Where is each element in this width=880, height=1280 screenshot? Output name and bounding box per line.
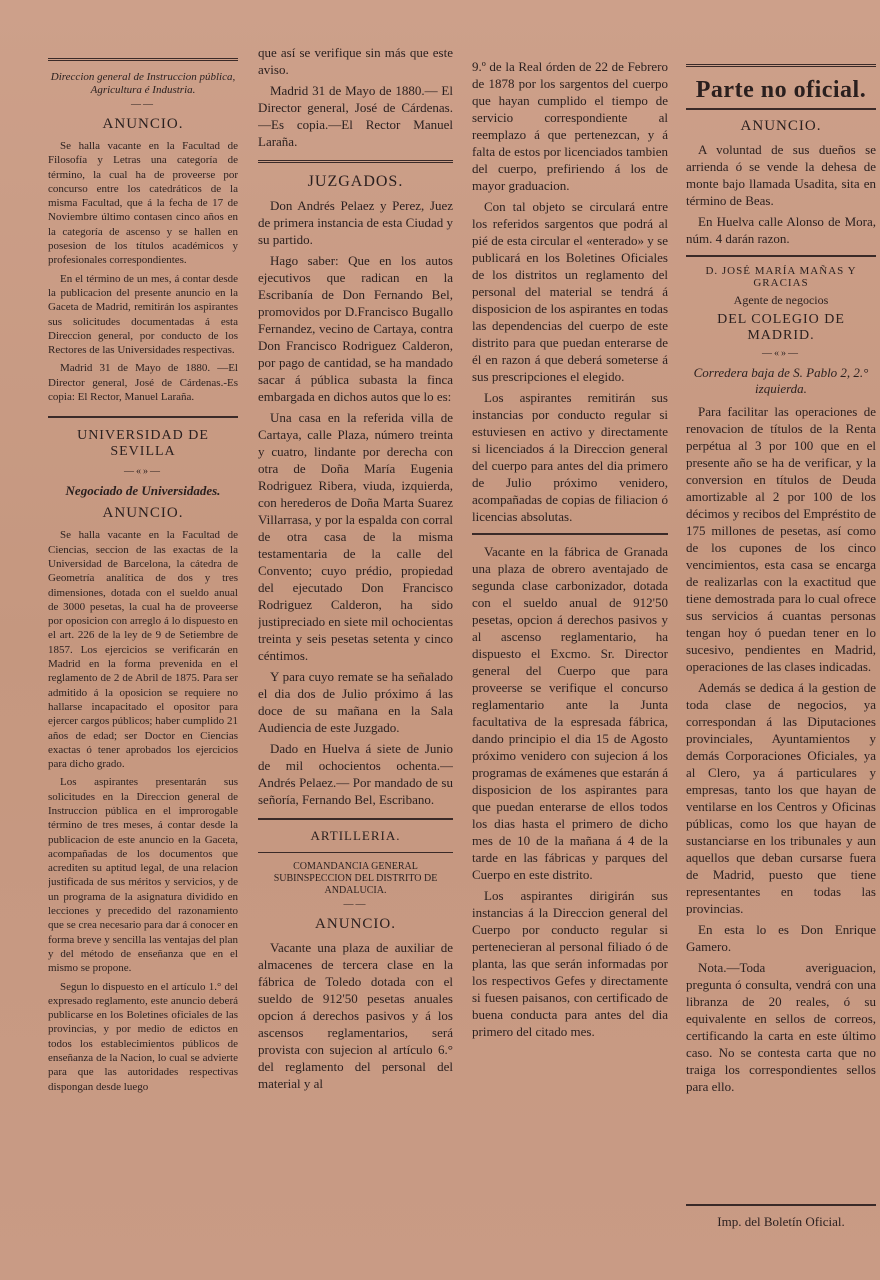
paragraph: Vacante en la fábrica de Granada una plaza de obrero aventajado de segunda clase carbonizador, dotada con el sueldo anual de 912'50 pesetas, opcion á derechos pasivos y al ascenso reglamentario, ha dispuesto el Excmo. Sr. Director general del Cuerpo que para proveerse se verifique el concurso reglamentario ante la Junta facultativa de la espresada fábrica, dando principio el dia 15 de Agosto próximo venidero con sujecion á los programas de exámenes que estarán á disposicion de los aspirantes para que puedan enterarse de ellos todos los dias hasta el primero de dicho mes de 10 de la mañana á 4 de la tarde en las fábricas y parques del Cuerpo en este distrito. — [472, 544, 668, 882]
section-rule — [472, 533, 668, 535]
section-rule — [686, 108, 876, 110]
paragraph: Además se dedica á la gestion de toda clase de negocios, ya correspondan á las Diputaciones provinciales, Ayuntamientos y demás Corporaciones Oficiales, ya al Clero, ya á particulares y empresas, tanto los que hayan de ventilarse en los Centros y Oficinas públicas, como los que hayan de sustanciarse en los tribunales y aun aquellos que deban cursarse fuera de Madrid, puesto que tiene representantes en todas las provincias. — [686, 680, 876, 916]
agent-name: D. JOSÉ MARÍA MAÑAS Y GRACIAS — [705, 265, 857, 289]
agent-address: Corredera baja de S. Pablo 2, 2.° izquierda. — [693, 365, 869, 396]
paragraph: En el término de un mes, á contar desde la publicacion del presente anuncio en la Gaceta de Madrid, remitirán los aspirantes sus solicitudes documentadas á esta Direccion general, por conducto de los Rectores de las Universidades respectivas. — [48, 272, 238, 357]
anuncio-heading: ANUNCIO. — [102, 505, 184, 522]
column-1 — [48, 52, 238, 1280]
top-rule — [686, 64, 876, 67]
agent-role: Agente de negocios — [733, 293, 829, 307]
paragraph: Una casa en la referida villa de Cartaya, calle Plaza, número treinta y cuatro, lindante por derecha con otra de Doña María Eugenia Rodriguez Ribera, viuda, izquierda, con herederos de Doña Marta Suarez Villarrasa, y por la espalda con corral de otra casa de la misma testamentaria de la calle del Convento; cuyo prédio, propiedad del ejecutado Don Francisco Rodriguez Calderon, ha sido justipreciado en siete mil ochocientas treinta y seis pesetas setenta y cinco céntimos. — [258, 410, 453, 663]
signature: Madrid 31 de Mayo de 1880.— El Director general, José de Cárdenas.—Es copia.—El Rector Manuel Laraña. — [258, 83, 453, 149]
paragraph: Nota.—Toda averiguacion, pregunta ó consulta, vendrá con una libranza de 20 reales, ó su equivalente en sellos de correos, certificando la carta en este último caso. No se contesta carta que no traiga los correspondientes sellos para ello. — [686, 960, 876, 1094]
paragraph: Para facilitar las operaciones de renovacion de títulos de la Renta perpétua al 3 por 100 que en el presente año se ha de verificar, y la conversion en títulos de Deuda amortizable al 2 por 100 de los décimos y recibos del Empréstito de 175 millones de pesetas, así como de los cupones de los cinco vencimientos, esta casa se encarga de realizarlas con la exactitud que tiene demostrada para lo cual ofrece sus servicios á cuantas personas tengan hoy ó puedan tener en lo sucesivo, pendientes en Madrid, operaciones de las clases indicadas. — [686, 404, 876, 674]
paragraph: Los aspirantes presentarán sus solicitudes en la Direccion general de Instruccion pública en el improrogable término de tres meses, á contar desde la publicacion de este anuncio en la Gaceta, acompañadas de los documentos que acrediten su aptitud legal, de una relacion justificada de sus méritos y servicios, y de un programa de la asignatura dividido en lecciones y precedido del razonamiento que se crea necesario para dar á conocer en forma breve y sencilla las ventajas del plan y del método de enseñanza que en el mismo se propone. — [48, 776, 238, 975]
negociado-title: Negociado de Universidades. — [65, 483, 221, 499]
anuncio-heading: ANUNCIO. — [315, 916, 396, 932]
paragraph: A voluntad de sus dueños se arrienda ó se vende la dehesa de monte bajo llamada Usadita, sita en término de Beas. — [686, 142, 876, 208]
section-rule — [686, 255, 876, 257]
paragraph: Con tal objeto se circulará entre los referidos sargentos que podrá al pié de esta circular el «enterado» y se publicará en los Boletines Oficiales de los distritos un reglamento del personal del material se tendrá á disposicion de los aspirantes en todas las dependencias del cuerpo de este distrito para que puedan enterarse de él en razon á que deberá someterse á sus prescripciones el elegido. — [472, 199, 668, 384]
imprint-footer — [686, 1200, 876, 1230]
paragraph: Y para cuyo remate se ha señalado el dia dos de Julio próximo á las doce de su mañana en la Sala Audiencia de este Juzgado. — [258, 669, 453, 735]
paragraph: Dado en Huelva á siete de Junio de mil ochocientos ochenta.—Andrés Pelaez.— Por mandado de su señoría, Fernando Bel, Escribano. — [258, 741, 453, 807]
imprint-text: Imp. del Boletín Oficial. — [717, 1214, 845, 1229]
paragraph: Se halla vacante en la Facultad de Filosofía y Letras una categoría de término, la cual ha de proveerse por concurso entre los catedráticos de la misma Facultad, que á la fecha de 17 de Noviembre último contasen cinco años en la categoría de ascenso y se hallen en posesion de los títulos académicos y profesionales correspondientes. — [48, 140, 238, 267]
paragraph: Hago saber: Que en los autos ejecutivos que radican en la Escribanía de Don Fernando Bel, promovidos por D.Francisco Bugallo Fernandez, vecino de Cartaya, contra Don Francisco Rodriguez Calderon, por pago de cantidad, se ha mandado sacar á pública subasta la finca embargada en dichos autos que lo es: — [258, 253, 453, 404]
top-rule — [48, 58, 238, 61]
paragraph: Se halla vacante en la Facultad de Ciencias, seccion de las exactas de la Universidad de Barcelona, la cátedra de Geometría analítica de dos y tres dimensiones, dotada con el sueldo anual de 3000 pesetas, la cual ha de proveerse por oposicion con arreglo á lo dispuesto en el art. 226 de la ley de 9 de Setiembre de 1857. Los ejercicios se verificarán en Madrid en la forma prevenida en el reglamento de 2 de Abril de 1875. Para ser admitido á la oposicion se requiere no hallarse incapacitado el opositor para ejercer cargos públicos; haber cumplido 21 años de edad; ser Doctor en Ciencias exactas ó tener aprobados los ejercicios para dicho grado. — [48, 529, 238, 771]
divider-ornament: —— — [131, 99, 155, 110]
comandancia-title: COMANDANCIA GENERAL SUBINSPECCION DEL DISTRITO DE ANDALUCIA. — [273, 861, 438, 896]
paragraph: Los aspirantes remitirán sus instancias por conducto regular si estuviesen en activo y directamente si licenciados á la Direccion general del cuerpo para antes del dia primero de Julio próximo venidero, acompañadas de copias de filiacion ó licencias absolutas. — [472, 390, 668, 524]
section-rule — [258, 160, 453, 163]
section-rule — [258, 818, 453, 820]
paragraph: Vacante una plaza de auxiliar de almacenes de tercera clase en la fábrica de Toledo dotada con el sueldo de 912'50 pesetas anuales opcion á derechos pasivos y á los ascensos reglamentarios, será provista con sujecion al artículo 6.° del reglamento del personal del material y al — [258, 940, 453, 1091]
anuncio-heading: ANUNCIO. — [740, 118, 822, 134]
juzgados-heading: JUZGADOS. — [307, 173, 404, 190]
direccion-header: Direccion general de Instruccion pública, Agricultura é Industria. — [50, 71, 236, 96]
parte-no-oficial-title: Parte no oficial. — [695, 77, 867, 103]
artilleria-heading: ARTILLERIA. — [310, 828, 401, 843]
column-2 — [258, 44, 453, 1280]
anuncio-heading: ANUNCIO. — [102, 116, 184, 132]
signature: Madrid 31 de Mayo de 1880. —El Director general, José de Cárdenas.-Es copia: El Rector, Manuel Laraña. — [48, 362, 238, 404]
colegio-title: DEL COLEGIO DE MADRID. — [717, 312, 845, 343]
paragraph: Segun lo dispuesto en el artículo 1.° del expresado reglamento, este anuncio deberá publicarse en los Boletines oficiales de las provincias, y por medio de edictos en todos los establecimientos públicos de enseñanza de la Nacion, lo cual se advierte para que las autoridades respectivas dispongan desde luego — [48, 980, 238, 1093]
paragraph: Don Andrés Pelaez y Perez, Juez de primera instancia de esta Ciudad y su partido. — [258, 198, 453, 247]
divider-ornament: —«»— — [124, 466, 162, 478]
divider-ornament: —«»— — [762, 348, 800, 359]
section-rule — [686, 1204, 876, 1206]
section-rule — [258, 852, 453, 853]
paragraph: 9.º de la Real órden de 22 de Febrero de 1878 por los sargentos del cuerpo que hayan cumplido el tiempo de servicio correspondiente al reemplazo á que pertenezcan, y á falta de estos por licenciados tambien del cuerpo, prefiriendo á los de mayor graduacion. — [472, 59, 668, 193]
divider-ornament: —— — [343, 899, 368, 910]
column-4 — [686, 58, 876, 1280]
paragraph: Los aspirantes dirigirán sus instancias á la Direccion general del Cuerpo por conducto regular si pertenecieran al personal filiado ó de planta, las que serán informadas por los respectivos Gefes y directamente si fuesen paisanos, con certificado de buena conducta para antes del dia primero del citado mes. — [472, 888, 668, 1039]
column-3 — [472, 58, 668, 1280]
section-rule — [48, 416, 238, 418]
paragraph: En esta lo es Don Enrique Gamero. — [686, 922, 876, 954]
paragraph: En Huelva calle Alonso de Mora, núm. 4 darán razon. — [686, 214, 876, 246]
paragraph: que así se verifique sin más que este aviso. — [258, 45, 453, 77]
university-title: UNIVERSIDAD DE SEVILLA — [77, 428, 209, 460]
